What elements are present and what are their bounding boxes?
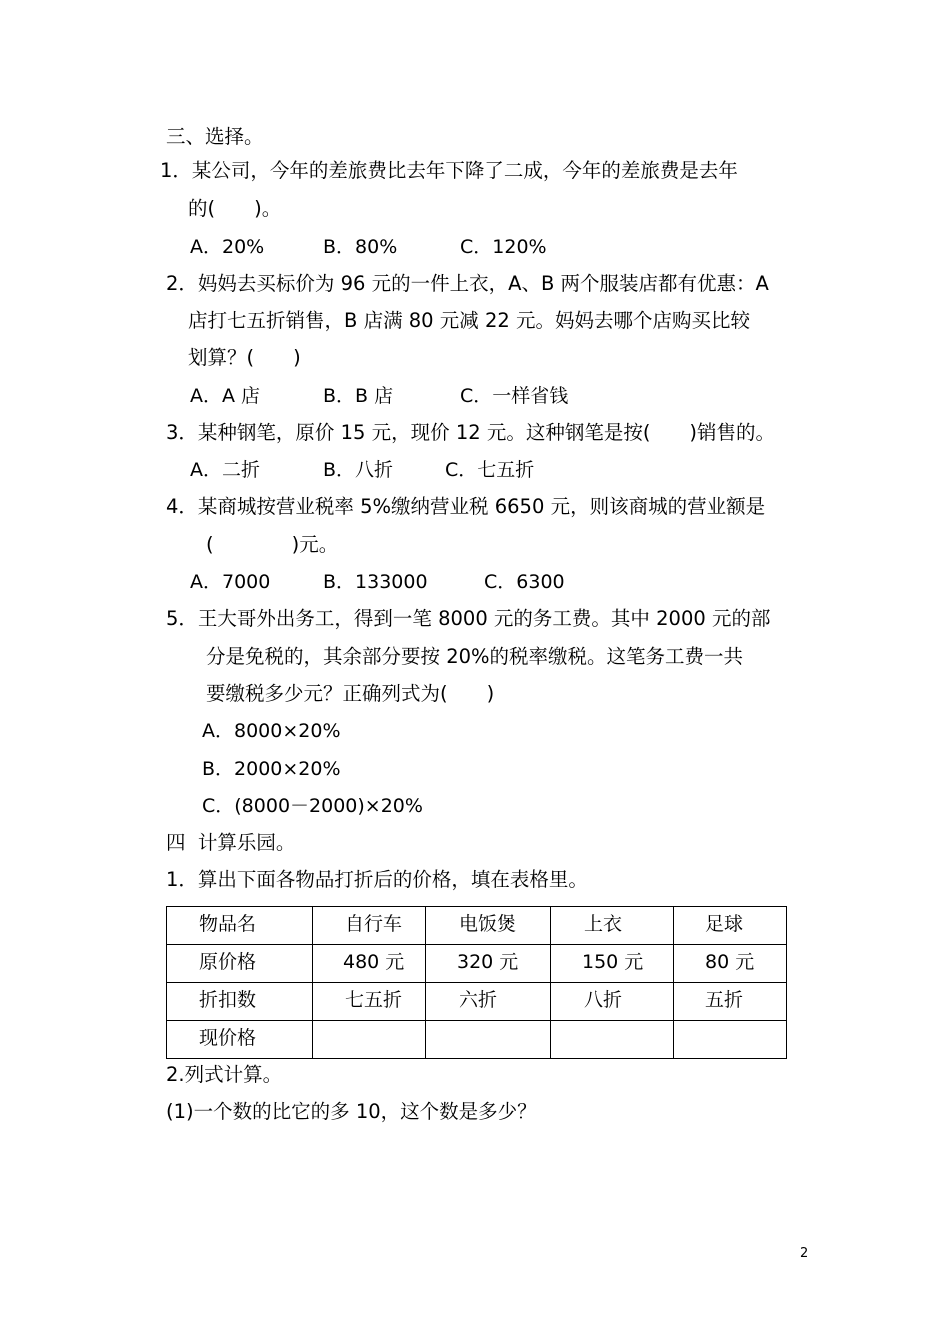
price-table xyxy=(166,906,787,1059)
table-cell xyxy=(551,1021,674,1059)
table-cell: 八折 xyxy=(551,983,674,1021)
section-4-question-2: 2.列式计算。 xyxy=(166,1063,283,1086)
question-2-line-1: 2．妈妈去买标价为 96 元的一件上衣，A、B 两个服装店都有优惠：A xyxy=(166,272,769,295)
table-cell: 480 元 xyxy=(313,945,426,983)
table-cell: 物品名 xyxy=(167,907,313,945)
table-cell: 五折 xyxy=(674,983,787,1021)
table-cell: 六折 xyxy=(426,983,551,1021)
section-4-title: 四 计算乐园。 xyxy=(166,831,296,854)
section-3-title: 三、选择。 xyxy=(166,125,264,148)
table-cell: 80 元 xyxy=(674,945,787,983)
question-3-option-c: C．七五折 xyxy=(445,459,535,481)
question-1-line-1: 1．某公司，今年的差旅费比去年下降了二成，今年的差旅费是去年 xyxy=(160,159,738,182)
table-cell: 320 元 xyxy=(426,945,551,983)
table-cell: 上衣 xyxy=(551,907,674,945)
question-5-option-b: B．2000×20% xyxy=(202,758,341,780)
question-2-option-c: C．一样省钱 xyxy=(460,385,569,407)
table-cell: 原价格 xyxy=(167,945,313,983)
question-3-option-b: B．八折 xyxy=(323,459,394,481)
table-row xyxy=(167,907,787,945)
section-4-question-1: 1．算出下面各物品打折后的价格，填在表格里。 xyxy=(166,868,588,891)
question-2-option-a: A．A 店 xyxy=(190,385,261,407)
table-cell: 折扣数 xyxy=(167,983,313,1021)
table-cell: 电饭煲 xyxy=(426,907,551,945)
question-3-line-1: 3．某种钢笔，原价 15 元，现价 12 元。这种钢笔是按( )销售的。 xyxy=(166,421,776,444)
page-number: 2 xyxy=(800,1246,809,1261)
question-4-option-c: C．6300 xyxy=(484,571,565,593)
table-row xyxy=(167,945,787,983)
question-2-line-2: 店打七五折销售，B 店满 80 元减 22 元。妈妈去哪个店购买比较 xyxy=(188,309,750,332)
table-cell: 足球 xyxy=(674,907,787,945)
table-cell: 七五折 xyxy=(313,983,426,1021)
section-4-question-2-1: (1)一个数的比它的多 10，这个数是多少？ xyxy=(166,1100,537,1123)
question-5-line-1: 5．王大哥外出务工，得到一笔 8000 元的务工费。其中 2000 元的部 xyxy=(166,607,771,630)
table-cell xyxy=(313,1021,426,1059)
question-2-line-3: 划算？( ) xyxy=(188,346,301,369)
question-5-option-a: A．8000×20% xyxy=(202,720,341,742)
question-4-option-a: A．7000 xyxy=(190,571,271,593)
table-cell xyxy=(426,1021,551,1059)
question-4-option-b: B．133000 xyxy=(323,571,428,593)
table-row xyxy=(167,983,787,1021)
table-row xyxy=(167,1021,787,1059)
question-1-option-c: C．120% xyxy=(460,236,547,258)
question-2-option-b: B．B 店 xyxy=(323,385,394,407)
question-1-line-2: 的( )。 xyxy=(188,197,282,220)
table-cell: 现价格 xyxy=(167,1021,313,1059)
question-4-line-2: ( )元。 xyxy=(206,533,339,556)
question-5-line-2: 分是免税的，其余部分要按 20%的税率缴税。这笔务工费一共 xyxy=(206,645,744,668)
question-3-option-a: A．二折 xyxy=(190,459,260,481)
question-1-option-a: A．20% xyxy=(190,236,265,258)
question-5-line-3: 要缴税多少元？正确列式为( ) xyxy=(206,682,495,705)
question-5-option-c: C．(8000－2000)×20% xyxy=(202,795,423,817)
table-cell xyxy=(674,1021,787,1059)
question-4-line-1: 4．某商城按营业税率 5%缴纳营业税 6650 元，则该商城的营业额是 xyxy=(166,495,766,518)
table-cell: 150 元 xyxy=(551,945,674,983)
table-cell: 自行车 xyxy=(313,907,426,945)
question-1-option-b: B．80% xyxy=(323,236,398,258)
